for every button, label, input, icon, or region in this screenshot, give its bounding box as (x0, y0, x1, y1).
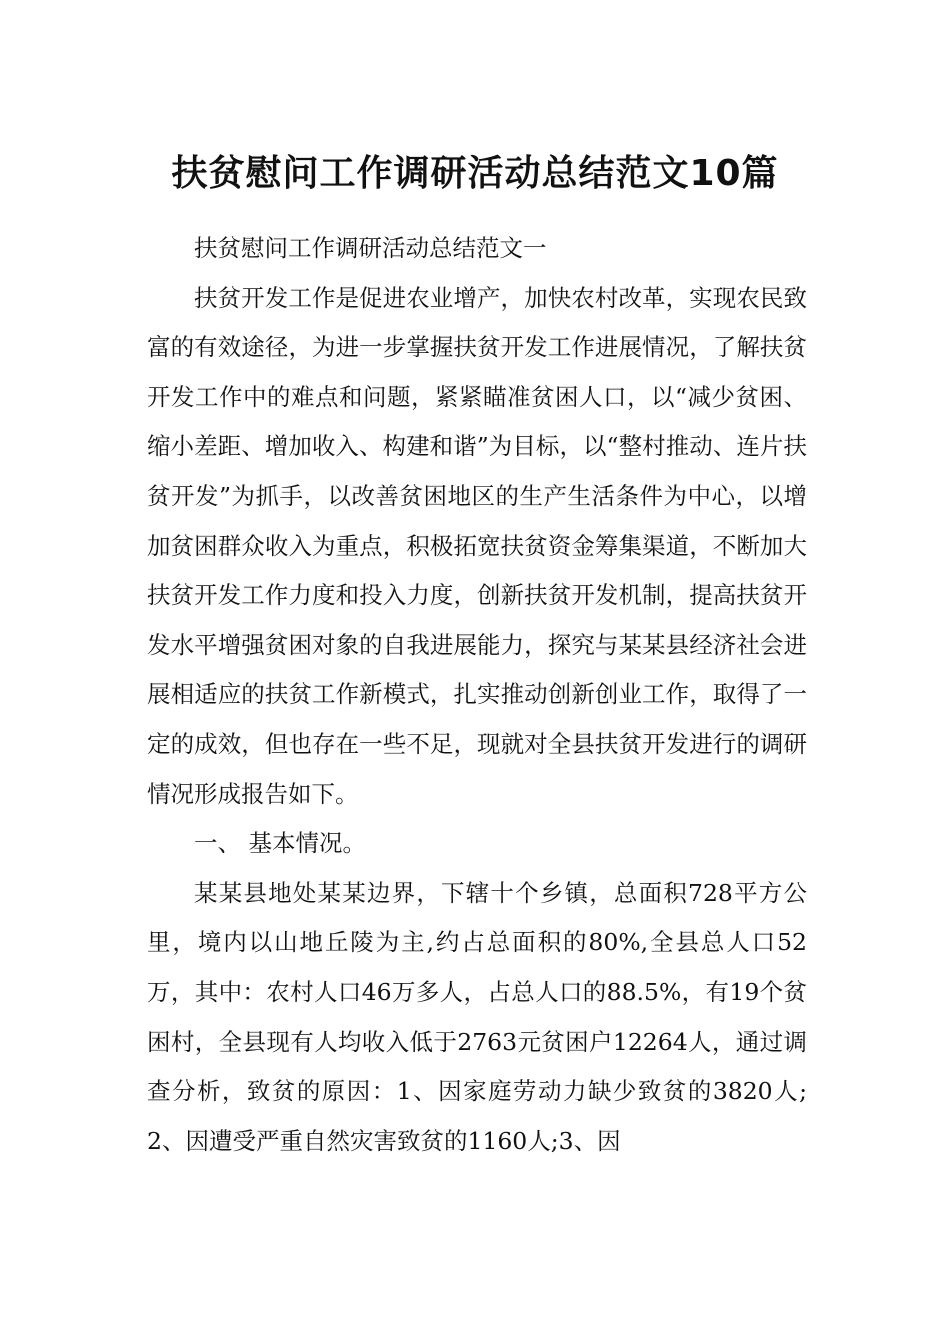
section-heading: 扶贫慰问工作调研活动总结范文一 (194, 234, 547, 262)
document-title: 扶贫慰问工作调研活动总结范文10篇 (171, 153, 779, 195)
body-paragraph: 扶贫开发工作是促进农业增产，加快农村改革，实现农民致富的有效途径，为进一步掌握扶贫开发工作进展情况，了解扶贫开发工作中的难点和问题，紧紧瞄准贫困人口，以“减少贫困、缩小差距、增加收入、构建和谐”为目标，以“整村推动、连片扶贫开发”为抓手，以改善贫困地区的生产生活条件为中心，以增加贫困群众收入为重点，积极拓宽扶贫资金筹集渠道，不断加大扶贫开发工作力度和投入力度，创新扶贫开发机制，提高扶贫开发水平增强贫困对象的自我进展能力，探究与某某县经济社会进展相适应的扶贫工作新模式，扎实推动创新创业工作，取得了一定的成效，但也存在一些不足，现就对全县扶贫开发进行的调研情况形成报告如下。 (147, 283, 807, 808)
section-heading: 一、 基本情况。 (194, 829, 366, 858)
document-body (147, 224, 807, 1166)
body-paragraph: 某某县地处某某边界，下辖十个乡镇，总面积728平方公里，境内以山地丘陵为主,约占总面积的80%,全县总人口52万，其中：农村人口46万多人，占总人口的88.5%，有19个贫困村，全县现有人均收入低于2763元贫困户12264人，通过调查分析，致贫的原因：1、因家庭劳动力缺少致贫的3820人;2、因遭受严重自然灾害致贫的1160人;3、因 (147, 878, 807, 1155)
